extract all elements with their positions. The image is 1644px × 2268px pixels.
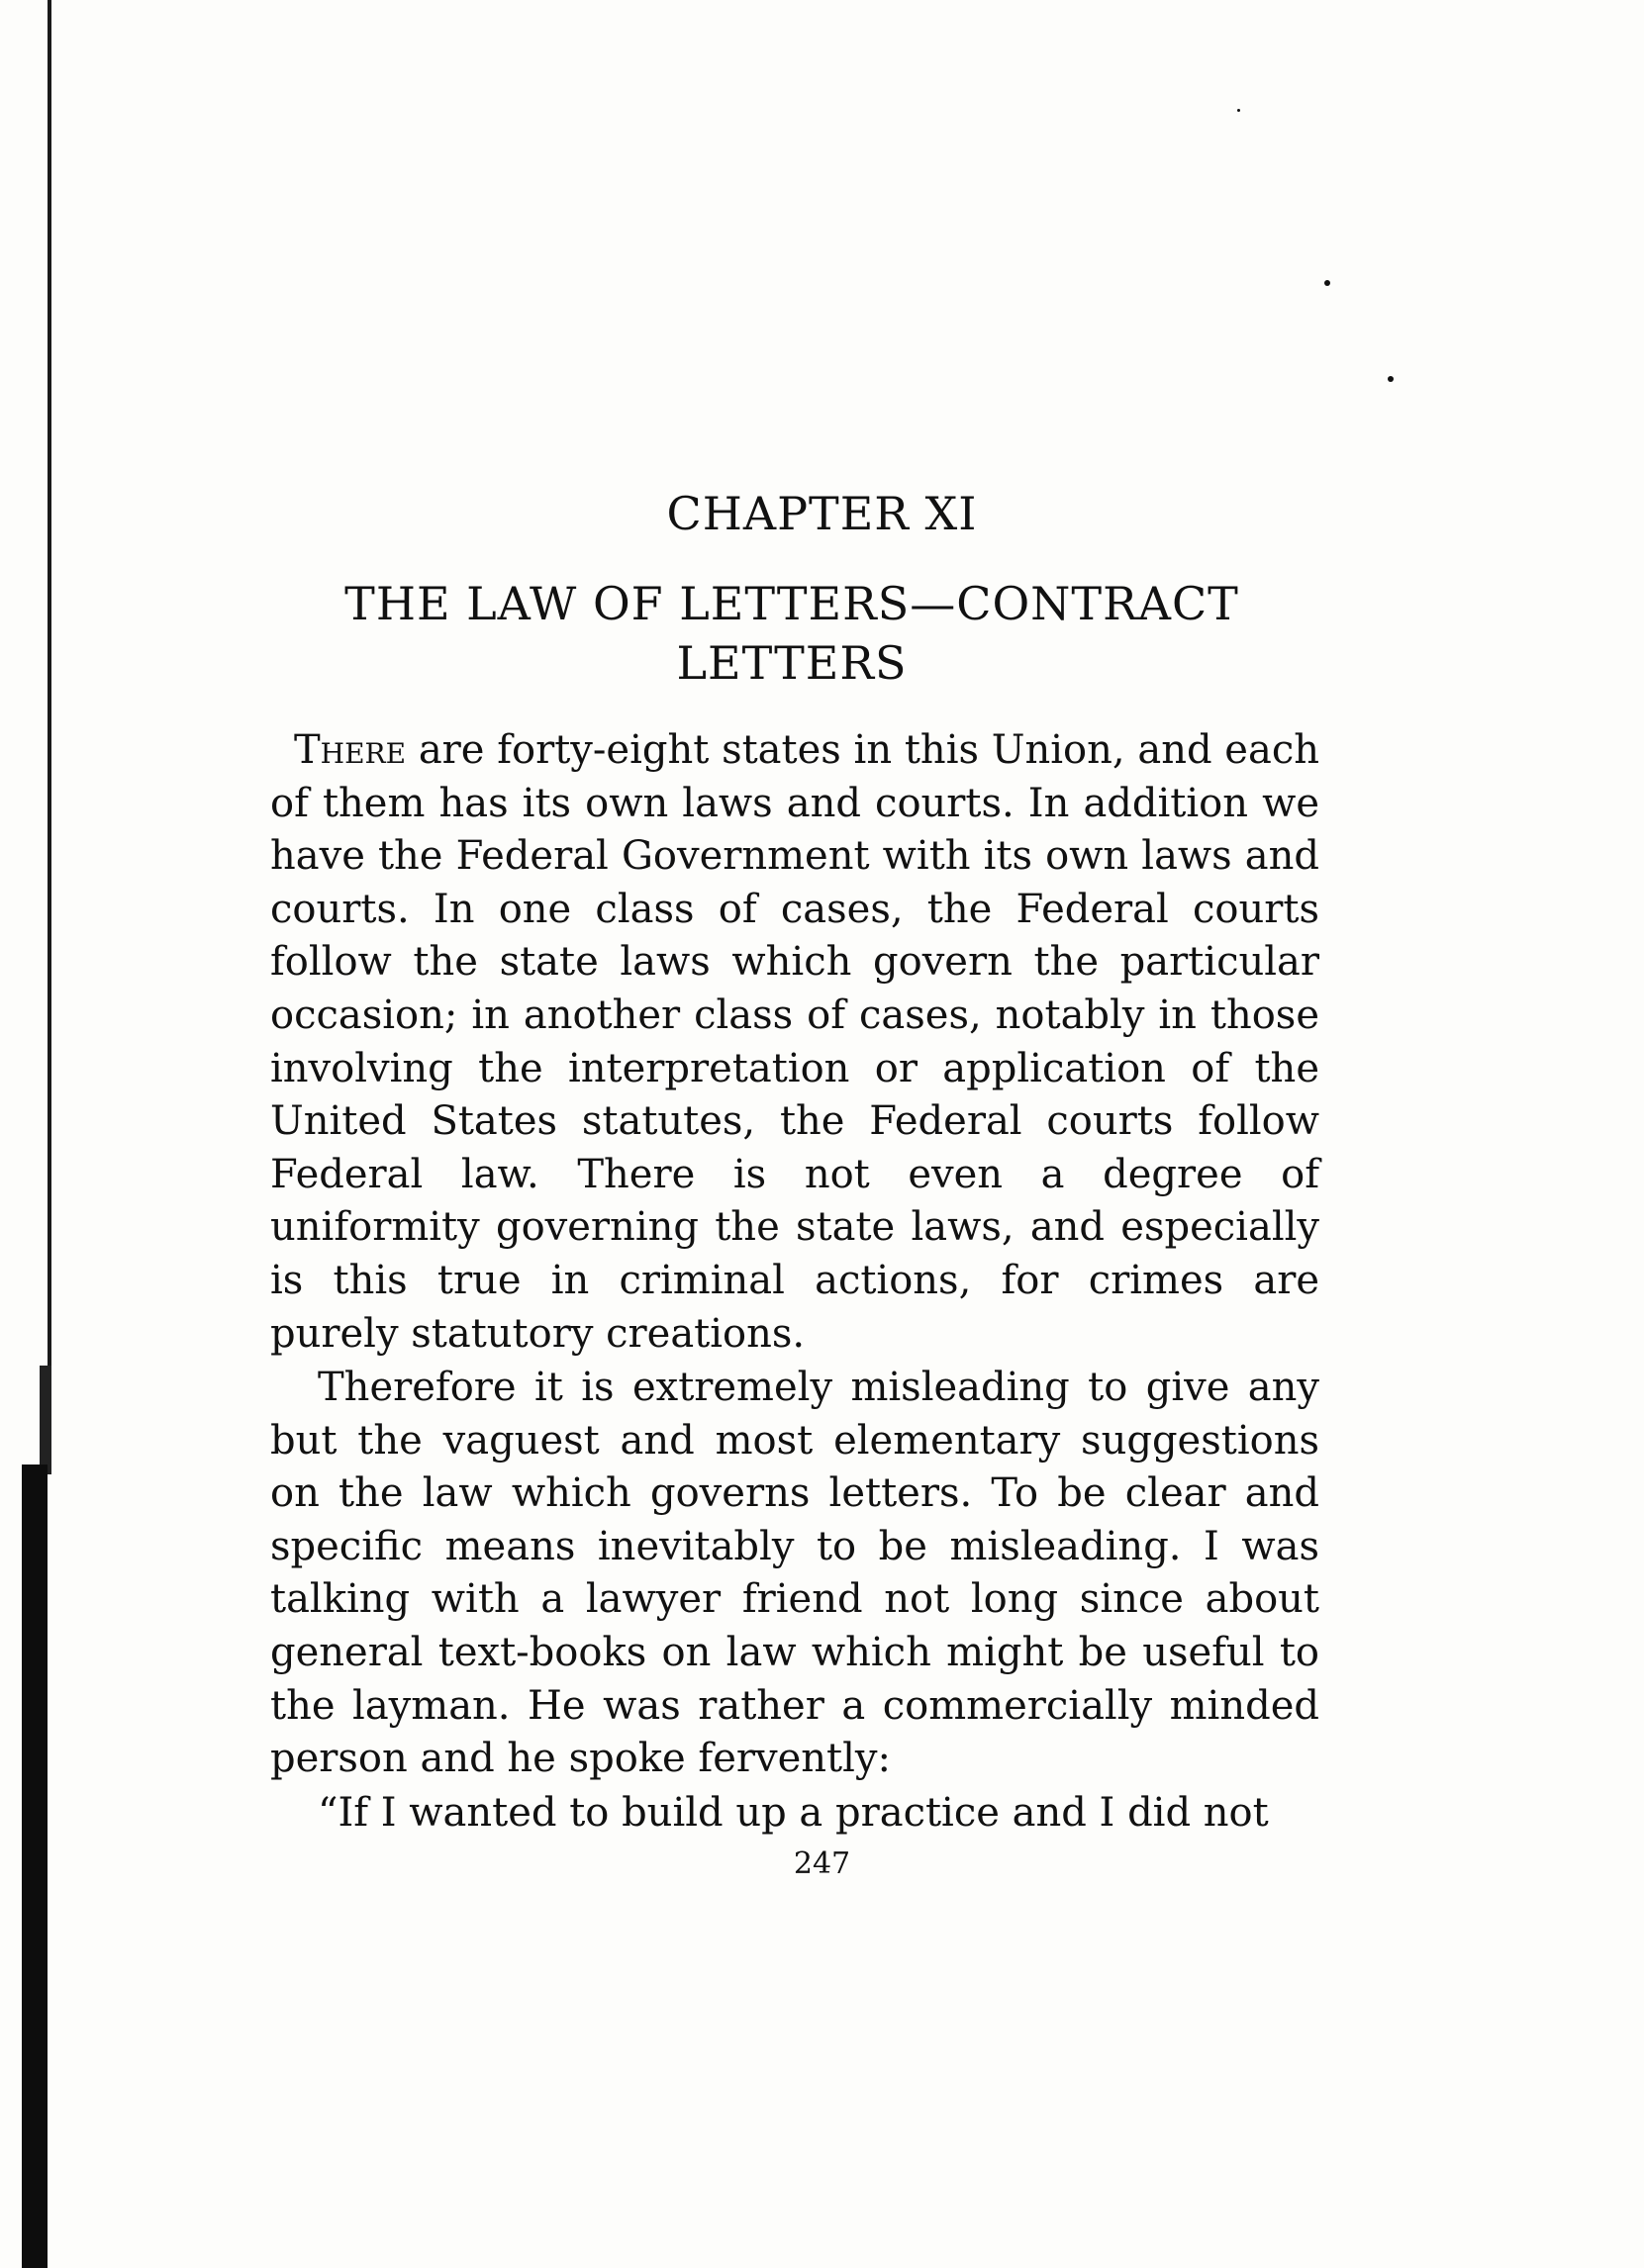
chapter-number: CHAPTER XI bbox=[666, 487, 978, 540]
paragraph-lead-word: There bbox=[294, 727, 407, 773]
binding-shadow bbox=[40, 1366, 51, 1474]
paragraph-3: “If I wanted to build up a practice and I did not bbox=[318, 1790, 1269, 1836]
scan-speck bbox=[1388, 376, 1394, 382]
chapter-title-line-1: THE LAW OF LETTERS—CONTRACT bbox=[344, 577, 1239, 630]
paragraph-2: Therefore it is extremely misleading to give any but the vaguest and most elementary suggestions on the law which governs letters. To be clear and specific means inevitably to be misleading. I was talking with a lawyer friend not long since about general text-books on law which might be useful to the layman. He was rather a commercially minded person and he spoke fervently: bbox=[270, 1365, 1319, 1782]
page-number: 247 bbox=[793, 1846, 851, 1881]
chapter-title-line-2: LETTERS bbox=[676, 636, 908, 690]
paragraph-1-text: are forty-eight states in this Union, and each of them has its own laws and courts. In addition we have the Federal Government with its own laws and courts. In one class of cases, the Federal courts follow the state laws which govern the particular occasion; in another class of cases, notably in those involving the interpretation or application of the United States statutes, the Federal courts follow Federal law. There is not even a degree of uniformity governing the state laws, and especially is this true in criminal actions, for crimes are purely statutory creations. bbox=[270, 727, 1319, 1357]
scan-speck bbox=[1324, 280, 1330, 286]
scan-speck bbox=[1237, 109, 1240, 112]
binding-edge bbox=[48, 0, 51, 1465]
chapter-title bbox=[297, 574, 1287, 693]
paragraph-1 bbox=[270, 724, 1319, 1361]
